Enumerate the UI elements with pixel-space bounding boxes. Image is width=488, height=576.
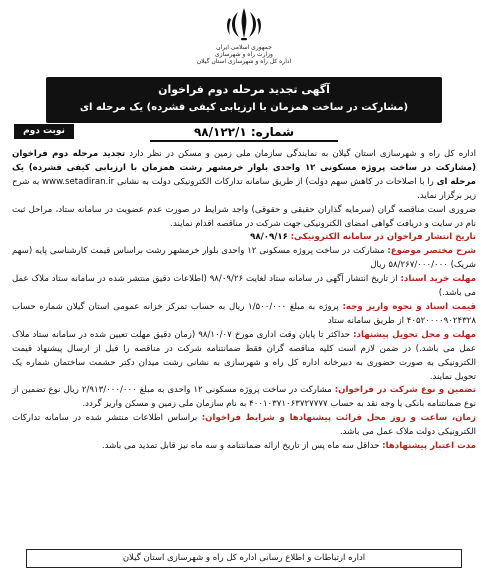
iran-emblem-icon <box>224 4 264 44</box>
opening-text: براساس اطلاعات منتشر شده در سامانه تدارکات الکترونیکی دولت ملاک عمل می باشد. <box>12 413 476 438</box>
validity-label: مدت اعتبار پیشنهادها: <box>382 441 476 452</box>
notice-subtitle: (مشارکت در ساخت همزمان با ارزیابی کیفی فشرده) یک مرحله ای <box>79 102 409 113</box>
opening-label: زمان، ساعت و روز محل قرائت پیشنهادها و شرایط فراخوان: <box>201 413 476 424</box>
summary-text: مشارکت در ساخت پروژه مسکونی ۱۲ واحدی بلوار خرمشهر رشت براساس قیمت کارشناسی پایه (سهم شریک) ۵۸/۲۶۷/۰۰۰/۰۰۰ ریال <box>12 246 476 271</box>
intro-paragraph: اداره کل راه و شهرسازی استان گیلان به نمایندگی سازمان ملی زمین و مسکن در نظر دارد تجدید مرحله دوم فراخوان (مشارکت در ساخت پروژه مسکونی ۱۲ واحدی بلوار خرمشهر رشت همزمان با ارزیابی کیفی فشرده) یک مرحله ای را با اصلاحات در کاهش سهم دولت) از طریق سامانه تدارکات الکترونیکی دولت به نشانی www.setadiran.ir به شرح زیر برگزار نماید. <box>12 149 477 201</box>
guarantee-text: مشارکت در ساخت پروژه مسکونی ۱۲ واحدی به مبلغ ۲/۹۱۳/۰۰۰/۰۰۰ ریال نوع تضمین از نوع ضمانتنامه بانکی یا وجه نقد به حساب ۴۰۰۱۰۳۷۱۰۶۳۷۲۷۷۷۷ به نام سازمان ملی زمین و مسکن واریز گردد. <box>12 385 476 410</box>
footer-credit: اداره ارتباطات و اطلاع رسانی اداره کل راه و شهرسازی استان گیلان <box>26 549 462 568</box>
document-price-text: پروژه به مبلغ ۱/۵۰۰/۰۰۰ ریال به حساب تمرکز خزانه عمومی استان گیلان شماره حساب ۴۰۵۲۰۰۰۰۹۰۲۴۳۲۸ از طریق سامانه ستاد <box>12 301 476 326</box>
validity-text: حداقل سه ماه پس از تاریخ ارائه ضمانتنامه و سه ماه نیز قابل تمدید می باشد. <box>101 441 380 452</box>
submission-deadline-row <box>12 329 476 385</box>
opening-row <box>12 412 476 440</box>
summary-label: شرح مختصر موضوع: <box>387 246 476 257</box>
organization-header <box>0 44 488 65</box>
intro-subject: تجدید مرحله دوم فراخوان (مشارکت در ساخت پروژه مسکونی ۱۲ واحدی بلوار خرمشهر رشت همزمان با ارزیابی کیفی فشرده) یک مرحله ای <box>12 149 476 187</box>
document-purchase-row <box>12 273 476 301</box>
publish-date-label: تاریخ انتشار فراخوان در سامانه الکترونیکی: <box>290 232 476 243</box>
notice-body <box>12 148 476 454</box>
publish-date-value: ۹۸/۰۹/۱۶ <box>250 232 288 243</box>
submission-deadline-label: مهلت و محل تحویل پیشنهاد: <box>353 329 476 340</box>
notice-number: شماره: ۹۸/۱۲۲/۱ <box>150 124 338 142</box>
notice-title-banner <box>46 77 442 123</box>
publish-date-row <box>12 231 476 245</box>
document-price-row <box>12 301 476 329</box>
validity-row <box>12 440 476 454</box>
notice-title: آگهی تجدید مرحله دوم فراخوان <box>158 83 330 96</box>
document-purchase-label: مهلت خرید اسناد: <box>400 274 477 285</box>
document-purchase-text: از تاریخ انتشار آگهی در سامانه ستاد لغایت ۹۸/۰۹/۲۶ (اطلاعات دقیق منتشر شده در سامانه ستاد ملاک عمل می باشد.) <box>12 274 476 299</box>
guarantee-row <box>12 384 476 412</box>
publication-round-badge: نوبت دوم <box>14 124 74 139</box>
document-price-label: قیمت اسناد و نحوه واریز وجه: <box>342 301 476 312</box>
org-country: جمهوری اسلامی ایران <box>216 44 272 51</box>
org-ministry: وزارت راه و شهرسازی <box>215 51 273 58</box>
submission-deadline-text: حداکثر تا پایان وقت اداری مورخ ۹۸/۱۰/۰۷ (زمان دقیق مهلت تعیین شده در سامانه ستاد ملاک عمل می باشد.) در ضمن لازم است کلیه مناقصه گران فقط ضمانتنامه شرکت در مناقصه را قبل از ارسال پیشنهاد قیمت الکترونیکی به صورت حضوری به دبیرخانه اداره کل راه و شهرسازی به نشانی رشت میدان دکتر حشمت ساختمان شماره یک تحویل نمایند. <box>12 329 476 382</box>
guarantee-label: تضمین و نوع شرکت در فراخوان: <box>334 385 477 396</box>
summary-row <box>12 245 476 273</box>
registration-paragraph: ضروری است مناقصه گران (سرمایه گذاران حقیقی و حقوقی) واجد شرایط در صورت عدم عضویت در سامانه ستاد، مراحل ثبت نام در سایت و دریافت گواهی امضای الکترونیکی جهت شرکت در مناقصه اقدام نمایند. <box>12 204 476 229</box>
org-office: اداره کل راه و شهرسازی استان گیلان <box>196 58 292 65</box>
